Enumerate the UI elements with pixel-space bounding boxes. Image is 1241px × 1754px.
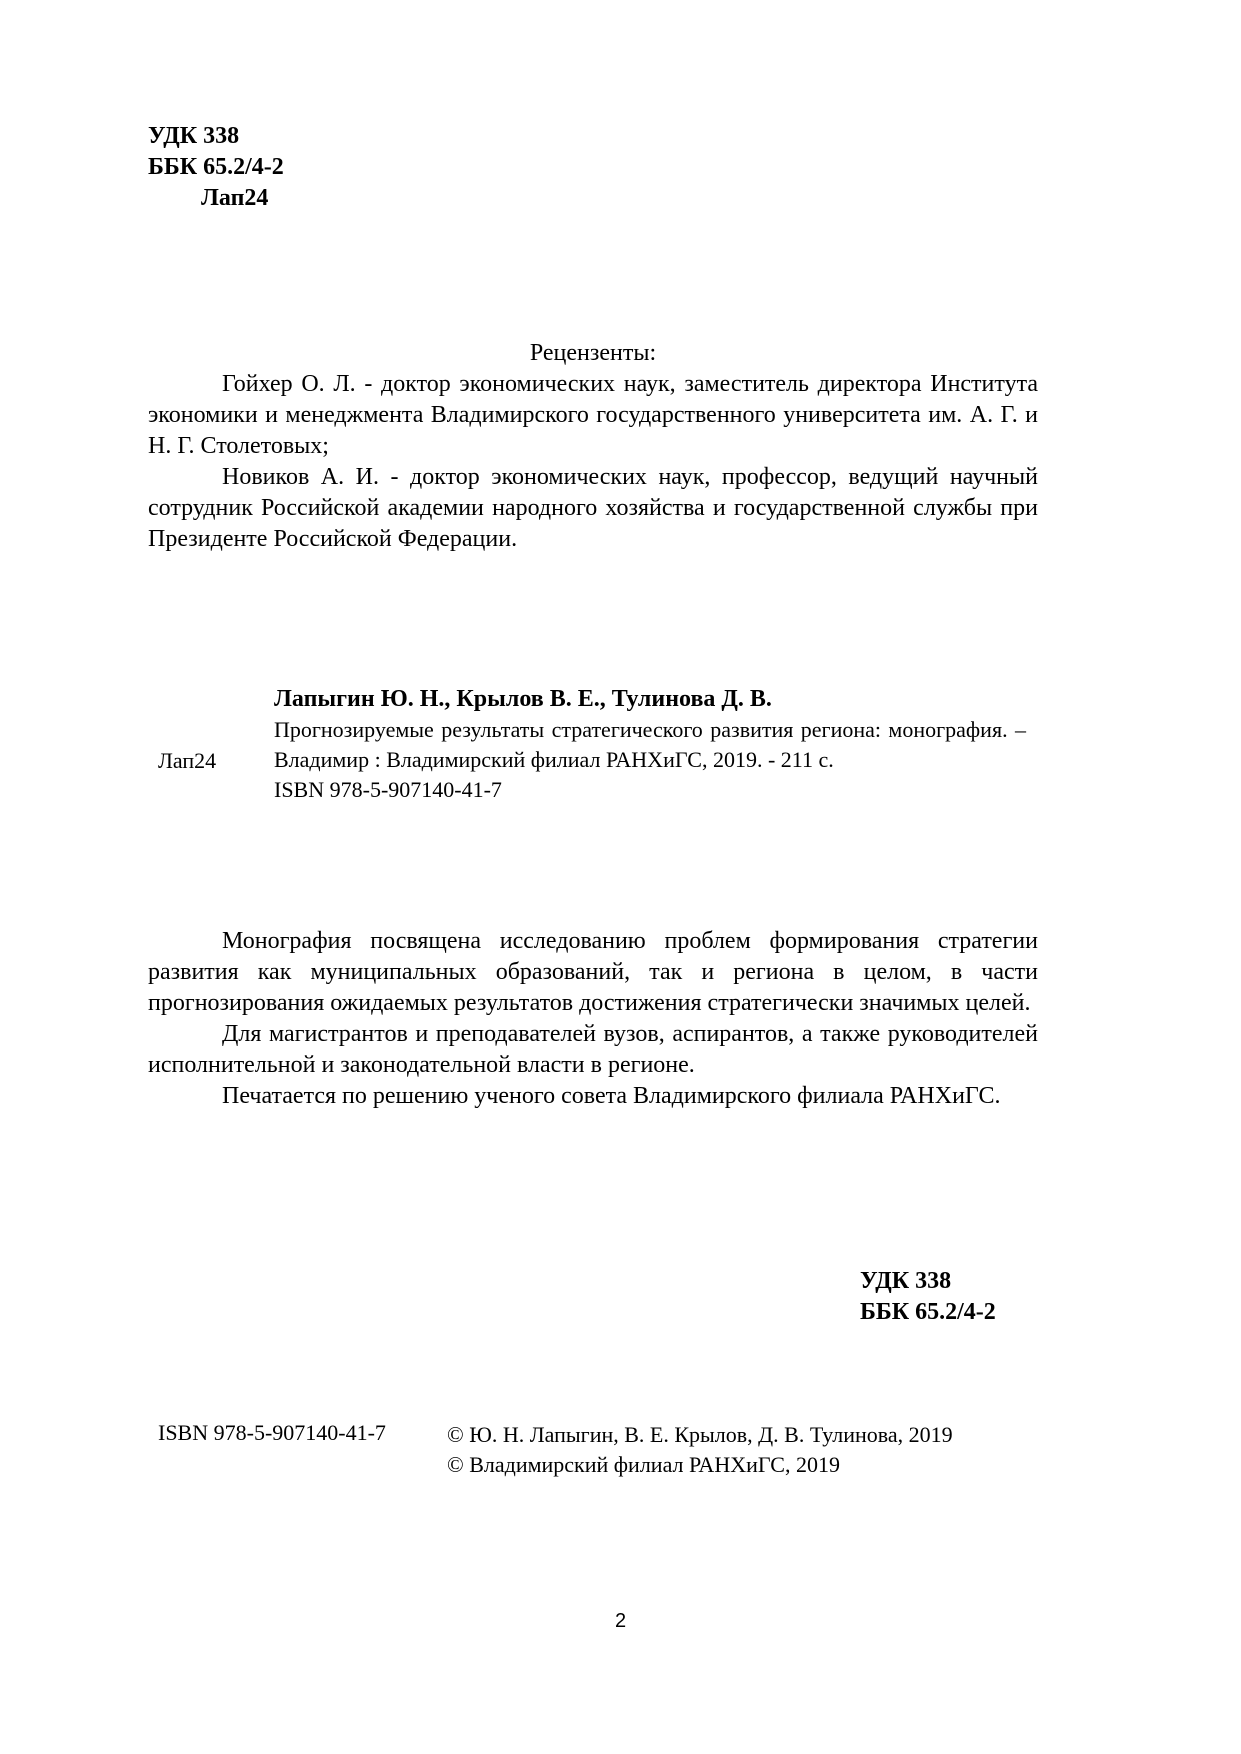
copyright-line: © Ю. Н. Лапыгин, В. Е. Крылов, Д. В. Тулинова, 2019 bbox=[447, 1422, 953, 1447]
bbk-code: ББК 65.2/4-2 bbox=[148, 154, 284, 180]
catalog-authors: Лапыгин Ю. Н., Крылов В. Е., Тулинова Д. В. bbox=[274, 686, 772, 712]
annotation-paragraph: Для магистрантов и преподавателей вузов, аспирантов, а также руководителей исполнительной и законодательной власти в регионе. bbox=[148, 1021, 1038, 1078]
bbk-code: ББК 65.2/4-2 bbox=[860, 1299, 996, 1325]
udk-code: УДК 338 bbox=[860, 1268, 952, 1294]
annotation-paragraph: Монография посвящена исследованию проблем формирования стратегии развития как муниципальных образований, так и региона в целом, в части прогнозирования ожидаемых результатов достижения стратегически значимых целей. bbox=[148, 928, 1038, 1016]
author-mark: Лап24 bbox=[201, 185, 269, 211]
annotation-paragraph: Печатается по решению ученого совета Владимирского филиала РАНХиГС. bbox=[222, 1083, 1001, 1109]
page-number: 2 bbox=[614, 1610, 627, 1632]
catalog-isbn: ISBN 978-5-907140-41-7 bbox=[274, 777, 502, 802]
annotation-block bbox=[148, 926, 1038, 1112]
catalog-description: Прогнозируемые результаты стратегического развития региона: монография. – Владимир : Владимирский филиал РАНХиГС, 2019. - 211 с. bbox=[274, 717, 1026, 772]
catalog-author-mark: Лап24 bbox=[158, 748, 217, 773]
reviewers-block bbox=[148, 338, 1038, 555]
udk-code: УДК 338 bbox=[148, 123, 240, 149]
reviewer-item: Новиков А. И. - доктор экономических наук, профессор, ведущий научный сотрудник Российской академии народного хозяйства и государственной службы при Президенте Российской Федерации. bbox=[148, 464, 1038, 552]
copyright-line: © Владимирский филиал РАНХиГС, 2019 bbox=[447, 1452, 840, 1477]
catalog-card bbox=[274, 684, 1026, 805]
top-codes-block bbox=[148, 121, 284, 214]
reviewers-heading: Рецензенты: bbox=[529, 340, 657, 366]
reviewer-item: Гойхер О. Л. - доктор экономических наук, заместитель директора Института экономики и менеджмента Владимирского государственного университета им. А. Г. и Н. Г. Столетовых; bbox=[148, 371, 1038, 459]
copyright-block bbox=[447, 1420, 953, 1480]
bottom-codes-block bbox=[860, 1266, 996, 1328]
footer-isbn: ISBN 978-5-907140-41-7 bbox=[158, 1420, 386, 1445]
